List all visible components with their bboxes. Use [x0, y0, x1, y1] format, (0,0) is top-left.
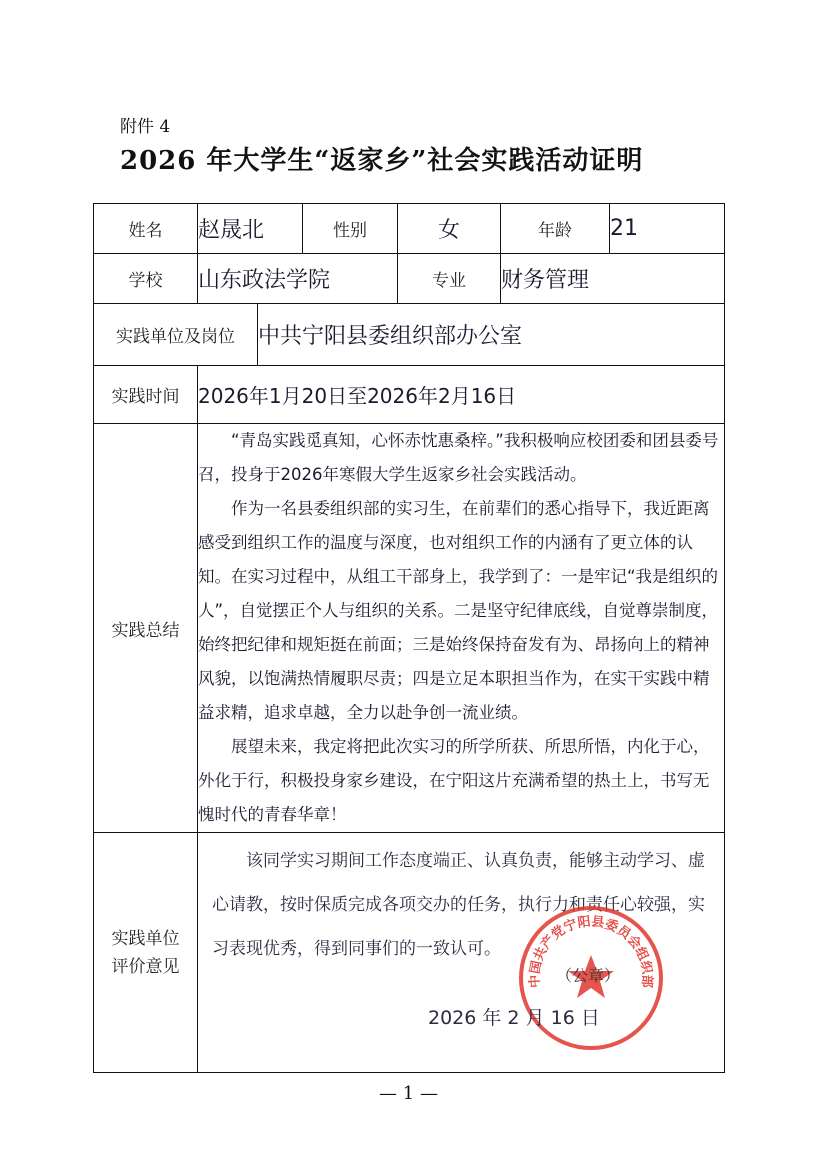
name-label: 姓名 — [94, 204, 198, 254]
unit-label: 实践单位及岗位 — [94, 304, 258, 366]
summary-paragraph: 展望未来，我定将把此次实习的所学所获、所思所悟，内化于心，外化于行，积极投身家乡建设，在宁阳这片充满希望的热土上，书写无愧时代的青春华章！ — [198, 737, 710, 824]
summary-label: 实践总结 — [94, 424, 198, 833]
time-value: 2026年1月20日至2026年2月16日 — [198, 366, 725, 424]
eval-label-line1: 实践单位 — [111, 928, 180, 949]
school-label: 学校 — [94, 254, 198, 304]
certificate-form — [93, 203, 725, 1073]
unit-value: 中共宁阳县委组织部办公室 — [258, 304, 725, 366]
eval-cell — [198, 833, 725, 1073]
eval-label — [94, 833, 198, 1073]
summary-paragraph: 作为一名县委组织部的实习生，在前辈们的悉心指导下，我近距离感受到组织工作的温度与深度，也对组织工作的内涵有了更立体的认知。在实习过程中，从组工干部身上，我学到了：一是牢记“我是组织的人”，自觉摆正个人与组织的关系。二是坚守纪律底线，自觉尊崇制度，始终把纪律和规矩挺在前面；三是始终保持奋发有为、昂扬向上的精神风貌，以饱满热情履职尽责；四是立足本职担当作为，在实干实践中精益求精，追求卓越，全力以赴争创一流业绩。 — [198, 499, 719, 722]
eval-label-line2: 评价意见 — [111, 956, 180, 977]
school-value: 山东政法学院 — [198, 254, 398, 304]
gender-label: 性别 — [303, 204, 398, 254]
major-value: 财务管理 — [501, 254, 725, 304]
page-number: — 1 — — [379, 1083, 438, 1104]
seal-caption: （公章） — [556, 966, 621, 985]
age-value: 21 — [610, 204, 725, 254]
gender-value: 女 — [398, 204, 501, 254]
major-label: 专业 — [398, 254, 501, 304]
name-value: 赵晟北 — [198, 204, 303, 254]
summary-body — [198, 424, 725, 833]
age-label: 年龄 — [501, 204, 610, 254]
time-label: 实践时间 — [94, 366, 198, 424]
seal-text: 中国共产党宁阳县委员会组织部 — [527, 914, 655, 989]
eval-text: 该同学实习期间工作态度端正、认真负责，能够主动学习、虚心请教，按时保质完成各项交办的任务，执行力和责任心较强，实习表现优秀，得到同事们的一致认可。 — [212, 851, 705, 959]
page-title: 2026 年大学生“返家乡”社会实践活动证明 — [120, 146, 644, 176]
attachment-label: 附件 4 — [120, 117, 171, 137]
summary-paragraph: “青岛实践觅真知，心怀赤忱惠桑梓。”我积极响应校团委和团县委号召，投身于2026年寒假大学生返家乡社会实践活动。 — [198, 431, 719, 484]
eval-date: 2026 年 2 月 16 日 — [428, 1007, 600, 1029]
